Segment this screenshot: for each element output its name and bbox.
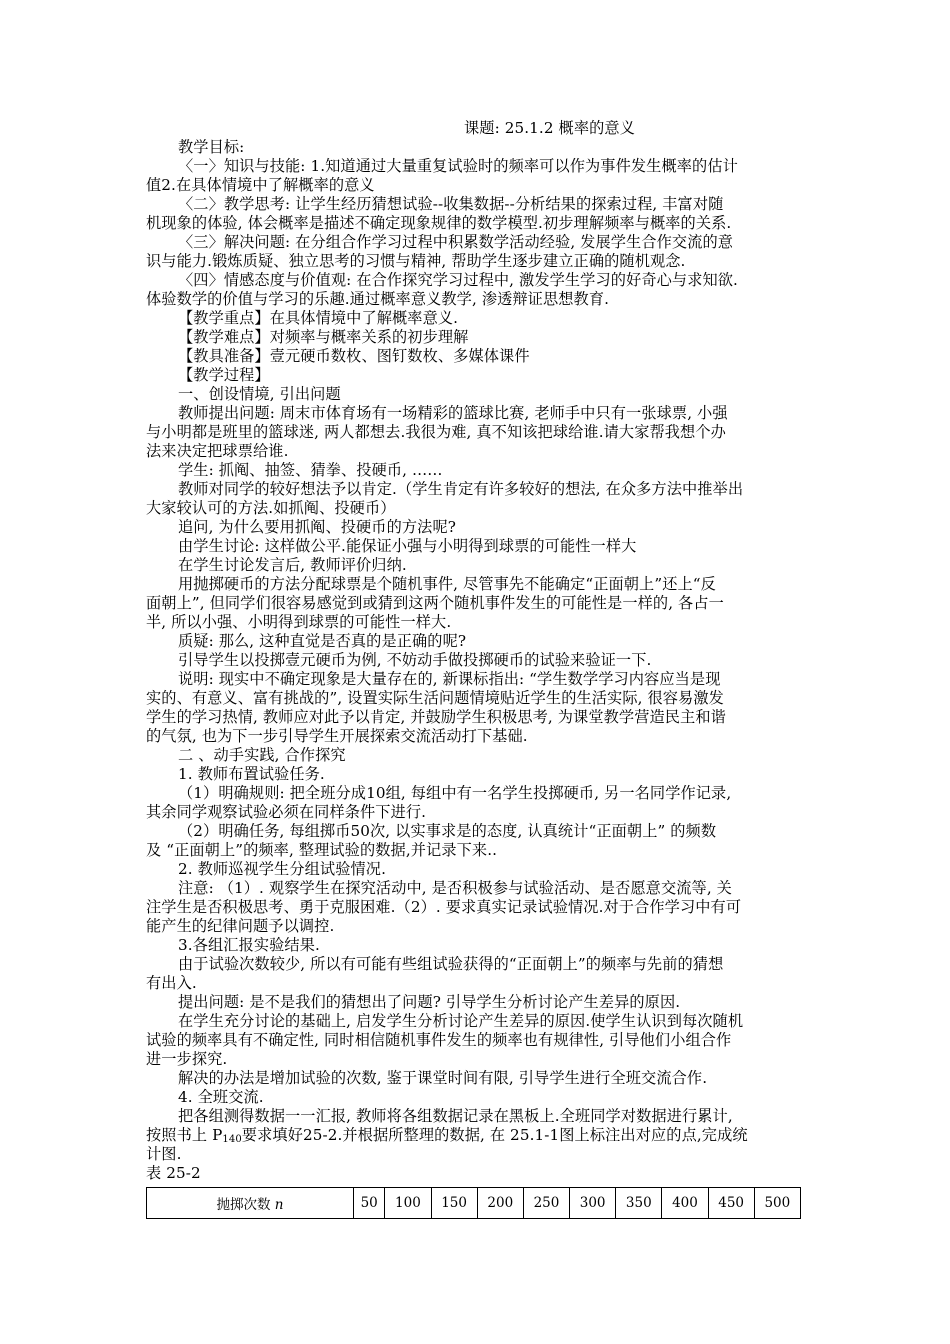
table-caption: 表 25-2 <box>146 1164 201 1182</box>
header-label: 抛掷次数 <box>216 1197 271 1213</box>
difficulty: 【教学难点】对频率与概率关系的初步理解 <box>178 328 469 346</box>
paragraph: 解决的办法是增加试验的次数, 鉴于课堂时间有限, 引导学生进行全班交流合作. <box>178 1069 708 1087</box>
paragraph: 值2.在具体情境中了解概率的意义 <box>146 176 375 194</box>
paragraph: 质疑: 那么, 这种直觉是否真的是正确的呢? <box>178 632 467 650</box>
section-heading: 二 、动手实践, 合作探究 <box>178 746 346 764</box>
process-heading: 【教学过程】 <box>178 366 270 384</box>
paragraph: 在学生充分讨论的基础上, 启发学生分析讨论产生差异的原因.使学生认识到每次随机 <box>178 1012 744 1030</box>
paragraph: 〈四〉情感态度与价值观: 在合作探究学习过程中, 激发学生学习的好奇心与求知欲. <box>178 271 738 289</box>
text-run: 要求填好25-2.并根据所整理的数据, 在 25.1-1图上标注出对应的点,完成统 <box>241 1126 748 1144</box>
paragraph: 注意: （1）. 观察学生在探究活动中, 是否积极参与试验活动、是否愿意交流等, 关 <box>178 879 732 897</box>
paragraph: 面朝上”, 但同学们很容易感觉到或猜到这两个随机事件发生的可能性是一样的, 各占一 <box>146 594 724 612</box>
table-cell: 100 <box>385 1188 431 1219</box>
table-cell: 500 <box>754 1188 800 1219</box>
paragraph: 〈三〉解决问题: 在分组合作学习过程中积累数学活动经验, 发展学生合作交流的意 <box>178 233 734 251</box>
table-header-cell <box>147 1188 354 1219</box>
paragraph: 大家较认可的方法.如抓阄、投硬币） <box>146 499 396 517</box>
section-heading: 一、创设情境, 引出问题 <box>178 385 341 403</box>
paragraph: （2）明确任务, 每组掷币50次, 以实事求是的态度, 认真统计“正面朝上” 的频数 <box>178 822 717 840</box>
paragraph: 有出入. <box>146 974 197 992</box>
paragraph: 计图. <box>146 1145 182 1163</box>
paragraph: 教师提出问题: 周末市体育场有一场精彩的篮球比赛, 老师手中只有一张球票, 小强 <box>178 404 728 422</box>
paragraph: 注学生是否积极思考、勇于克服困难.（2）. 要求真实记录试验情况.对于合作学习中有可 <box>146 898 742 916</box>
paragraph: 由学生讨论: 这样做公平.能保证小强与小明得到球票的可能性一样大 <box>178 537 637 555</box>
table-cell: 450 <box>708 1188 754 1219</box>
table-cell: 400 <box>662 1188 708 1219</box>
paragraph: 在学生讨论发言后, 教师评价归纳. <box>178 556 407 574</box>
paragraph: 提出问题: 是不是我们的猜想出了问题? 引导学生分析讨论产生差异的原因. <box>178 993 681 1011</box>
table-cell: 150 <box>431 1188 477 1219</box>
paragraph: 把各组测得数据一一汇报, 教师将各组数据记录在黑板上.全班同学对数据进行累计, <box>178 1107 733 1125</box>
paragraph: 1. 教师布置试验任务. <box>178 765 325 783</box>
paragraph: 机现象的体验, 体会概率是描述不确定现象规律的数学模型.初步理解频率与概率的关系. <box>146 214 732 232</box>
table-cell: 200 <box>477 1188 523 1219</box>
text-run: 按照书上 P <box>146 1126 223 1144</box>
paragraph: 追问, 为什么要用抓阄、投硬币的方法呢? <box>178 518 456 536</box>
paragraph: 其余同学观察试验必须在同样条件下进行. <box>146 803 427 821</box>
paragraph: 体验数学的价值与学习的乐趣.通过概率意义教学, 渗透辩证思想教育. <box>146 290 610 308</box>
paragraph: 用抛掷硬币的方法分配球票是个随机事件, 尽管事先不能确定“正面朝上”还上“反 <box>178 575 716 593</box>
materials: 【教具准备】壹元硬币数枚、图钉数枚、多媒体课件 <box>178 347 530 365</box>
paragraph: 试验的频率具有不确定性, 同时相信随机事件发生的频率也有规律性, 引导他们小组合作 <box>146 1031 732 1049</box>
paragraph: 2. 教师巡视学生分组试验情况. <box>178 860 386 878</box>
header-variable: n <box>274 1197 284 1213</box>
paragraph: 〈二〉教学思考: 让学生经历猜想试验--收集数据--分析结果的探索过程, 丰富对随 <box>178 195 724 213</box>
data-table <box>146 1187 801 1219</box>
lesson-title: 课题: 25.1.2 概率的意义 <box>464 119 635 137</box>
paragraph: 能产生的纪律问题予以调控. <box>146 917 335 935</box>
table-cell: 350 <box>616 1188 662 1219</box>
paragraph: 法来决定把球票给谁. <box>146 442 289 460</box>
paragraph: 识与能力.锻炼质疑、独立思考的习惯与精神, 帮助学生逐步建立正确的随机观念. <box>146 252 686 270</box>
paragraph: 的气氛, 也为下一步引导学生开展探索交流活动打下基础. <box>146 727 528 745</box>
subscript: 140 <box>222 1134 242 1145</box>
paragraph: 及 “正面朝上”的频率, 整理试验的数据,并记录下来.. <box>146 841 498 859</box>
paragraph: 〈一〉知识与技能: 1.知道通过大量重复试验时的频率可以作为事件发生概率的估计 <box>178 157 738 175</box>
paragraph: 半, 所以小强、小明得到球票的可能性一样大. <box>146 613 452 631</box>
paragraph: 4. 全班交流. <box>178 1088 264 1106</box>
key-point: 【教学重点】在具体情境中了解概率意义. <box>178 309 459 327</box>
paragraph: 与小明都是班里的篮球迷, 两人都想去.我很为难, 真不知该把球给谁.请大家帮我想个办 <box>146 423 726 441</box>
paragraph: 说明: 现实中不确定现象是大量存在的, 新课标指出: “学生数学学习内容应当是现 <box>178 670 721 688</box>
table-cell: 300 <box>570 1188 616 1219</box>
paragraph: 学生的学习热情, 教师应对此予以肯定, 并鼓励学生积极思考, 为课堂教学营造民主和谐 <box>146 708 726 726</box>
paragraph: 教师对同学的较好想法予以肯定.（学生肯定有许多较好的想法, 在众多方法中推举出 <box>178 480 744 498</box>
paragraph: 引导学生以投掷壹元硬币为例, 不妨动手做投掷硬币的试验来验证一下. <box>178 651 652 669</box>
objectives-heading: 教学目标: <box>178 138 245 156</box>
paragraph: 学生: 抓阄、抽签、猜拳、投硬币, …… <box>178 461 443 479</box>
paragraph: 进一步探究. <box>146 1050 228 1068</box>
paragraph: 由于试验次数较少, 所以有可能有些组试验获得的“正面朝上”的频率与先前的猜想 <box>178 955 724 973</box>
table-cell: 50 <box>354 1188 385 1219</box>
table-row <box>147 1188 801 1219</box>
paragraph: 3.各组汇报实验结果. <box>178 936 320 954</box>
table-cell: 250 <box>523 1188 569 1219</box>
paragraph: （1）明确规则: 把全班分成10组, 每组中有一名学生投掷硬币, 另一名同学作记录, <box>178 784 732 802</box>
paragraph: 实的、有意义、富有挑战的”, 设置实际生活问题情境贴近学生的生活实际, 很容易激发 <box>146 689 724 707</box>
